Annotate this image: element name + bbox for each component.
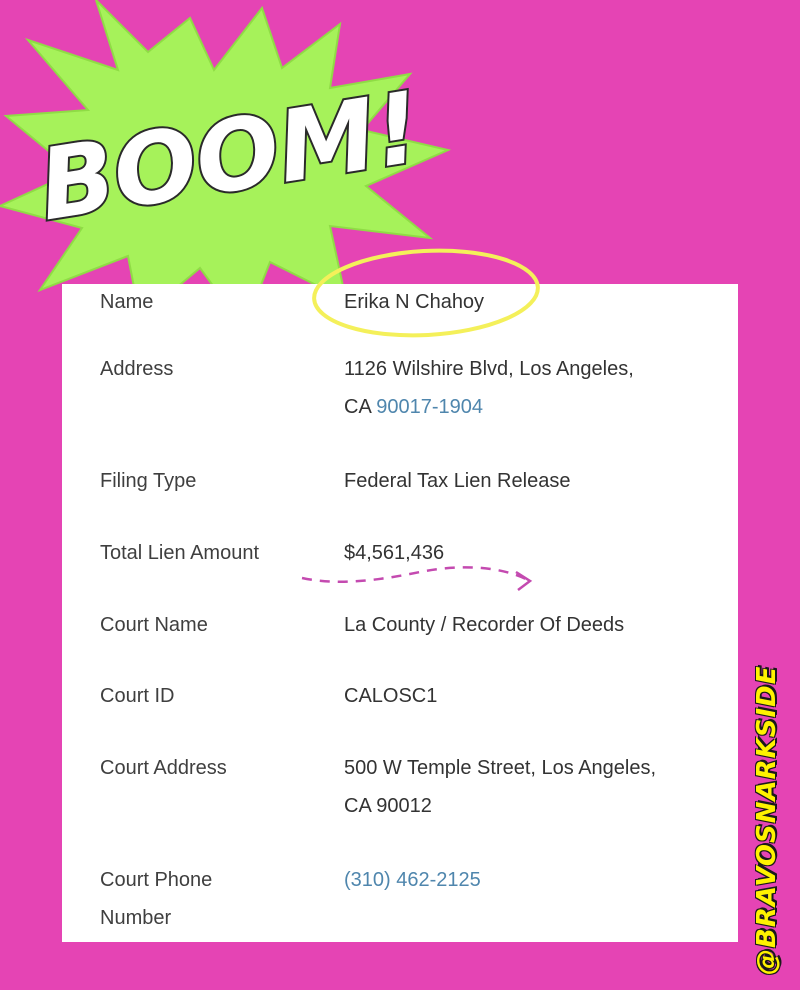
watermark-handle: @BRAVOSNARKSIDE — [752, 665, 782, 975]
filing-type-value: Federal Tax Lien Release — [344, 470, 571, 492]
court-address-value — [344, 749, 714, 825]
court-address-line1: 500 W Temple Street, Los Angeles, — [344, 757, 657, 779]
court-id-label: Court ID — [100, 685, 175, 707]
court-name-value: La County / Recorder Of Deeds — [344, 614, 625, 636]
name-label: Name — [100, 291, 154, 313]
court-name-label: Court Name — [100, 614, 208, 636]
court-phone-label-line1: Court Phone — [100, 869, 213, 891]
address-label: Address — [100, 358, 174, 380]
boom-text: BOOM! — [31, 70, 429, 244]
total-lien-value: $4,561,436 — [344, 542, 445, 564]
court-address-label: Court Address — [100, 757, 227, 779]
address-line1: 1126 Wilshire Blvd, Los Angeles, — [344, 358, 634, 380]
address-line2 — [344, 388, 714, 426]
address-zip-link[interactable]: 90017-1904 — [376, 396, 484, 418]
address-value — [344, 350, 714, 426]
total-lien-label: Total Lien Amount — [100, 542, 259, 564]
court-address-line2: CA 90012 — [344, 795, 432, 817]
lien-record-card — [62, 284, 738, 942]
court-phone-link[interactable]: (310) 462-2125 — [344, 869, 481, 891]
address-state: CA — [344, 396, 377, 418]
court-id-value: CALOSC1 — [344, 685, 438, 707]
filing-type-label: Filing Type — [100, 470, 197, 492]
boom-burst — [0, 0, 460, 330]
name-value: Erika N Chahoy — [344, 291, 485, 313]
court-phone-label — [100, 861, 212, 937]
court-phone-label-line2: Number — [100, 907, 172, 929]
